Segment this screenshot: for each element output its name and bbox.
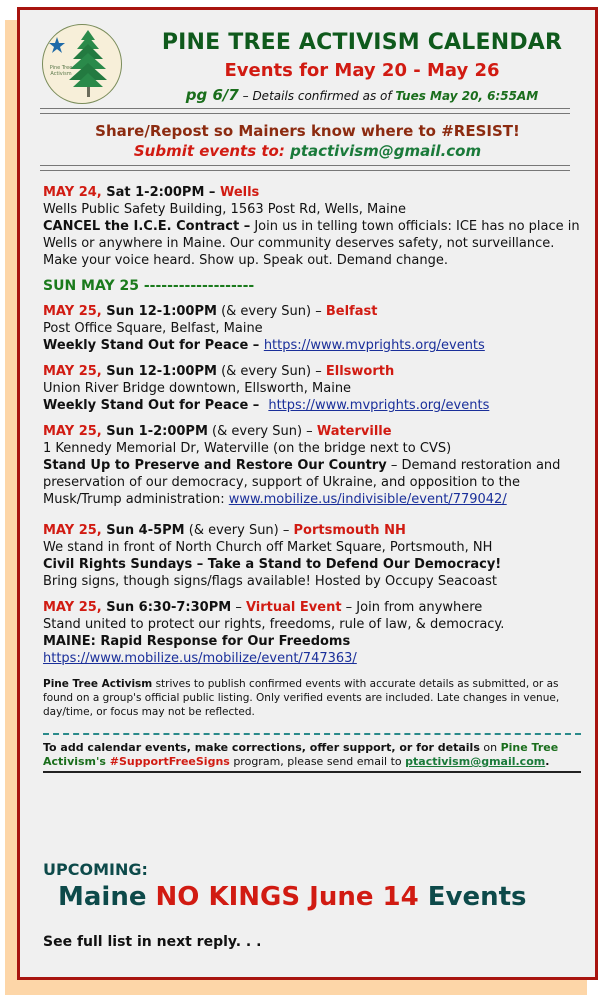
event-title: Weekly Stand Out for Peace – <box>43 398 269 413</box>
event-recurrence: (& every Sun) – <box>216 304 326 319</box>
event-title: Stand Up to Preserve and Restore Our Country <box>43 458 387 473</box>
event-title: CANCEL the I.C.E. Contract – <box>43 219 251 234</box>
contact-org: Pine Tree Activism's <box>43 741 559 768</box>
event-item <box>43 363 588 414</box>
event-address: Stand united to protect our rights, freedoms, rule of law, & democracy. <box>43 617 505 632</box>
event-time: Sun 12-1:00PM <box>101 364 217 379</box>
event-item <box>43 184 588 269</box>
hashtag: #SupportFreeSigns <box>105 755 230 768</box>
event-item <box>43 522 588 590</box>
event-town: Waterville <box>316 424 392 439</box>
calendar-card <box>17 7 598 980</box>
no-kings-headline <box>58 882 527 912</box>
headline-part-1: Maine <box>58 882 156 912</box>
event-item <box>43 423 588 508</box>
event-town: Belfast <box>325 304 378 319</box>
contact-info <box>43 741 588 769</box>
double-rule-bottom <box>40 165 570 171</box>
event-description: Join us in telling town officials: ICE has no place in Wells or anywhere in Maine. Our community deserves safety, not surveillance. Make your voice heard. Show up. Speak out. Demand change. <box>43 219 580 268</box>
event-address: 1 Kennedy Memorial Dr, Waterville (on the bridge next to CVS) <box>43 441 452 456</box>
double-rule-top <box>40 108 570 114</box>
event-recurrence: (& every Sun) – <box>184 523 294 538</box>
disclaimer-text: strives to publish confirmed events with accurate details as submitted, or as found on a group's official public listing. Only verified events are included. Late changes in venue, day/time, or focus may not be reflected. <box>43 678 560 718</box>
share-banner: Share/Repost so Mainers know where to #RESIST! <box>95 122 520 140</box>
event-link[interactable]: https://www.mvprights.org/events <box>268 398 490 413</box>
event-address: We stand in front of North Church off Market Square, Portsmouth, NH <box>43 540 493 555</box>
event-description: Bring signs, though signs/flags available! Hosted by Occupy Seacoast <box>43 574 497 589</box>
event-time: Sat 1-2:00PM – <box>101 185 220 200</box>
event-town: Virtual Event <box>245 600 342 615</box>
see-more-text: See full list in next reply. . . <box>43 934 262 950</box>
headline-part-3: Events <box>418 882 527 912</box>
event-date: MAY 25, <box>43 304 102 319</box>
disclaimer-org: Pine Tree Activism <box>43 678 153 690</box>
submit-label: Submit events to: <box>133 142 291 160</box>
contact-on: on <box>479 741 501 754</box>
event-time: Sun 12-1:00PM <box>101 304 217 319</box>
contact-lead: To add calendar events, make corrections, offer support, or for details <box>43 741 480 754</box>
upcoming-label: UPCOMING: <box>43 860 148 879</box>
event-link[interactable]: https://www.mvprights.org/events <box>263 338 485 353</box>
contact-rest: program, please send email to <box>229 755 406 768</box>
pine-tree-icon <box>43 25 121 103</box>
event-address: Wells Public Safety Building, 1563 Post Rd, Wells, Maine <box>43 202 407 217</box>
event-description: – Demand restoration and preservation of our democracy, support of Ukraine, and opposition to the Musk/Trump administration: <box>43 458 561 507</box>
event-recurrence: – <box>231 600 246 615</box>
sunday-section-header: SUN MAY 25 ------------------- <box>43 278 255 294</box>
event-town: Wells <box>219 185 260 200</box>
event-time: Sun 6:30-7:30PM <box>101 600 232 615</box>
event-title: Civil Rights Sundays – Take a Stand to Defend Our Democracy! <box>43 557 502 572</box>
logo <box>42 24 122 104</box>
event-link[interactable]: www.mobilize.us/indivisible/event/779042/ <box>228 492 507 507</box>
event-list <box>43 184 588 773</box>
event-address: Union River Bridge downtown, Ellsworth, Maine <box>43 381 352 396</box>
event-link[interactable]: https://www.mobilize.us/mobilize/event/747363/ <box>43 651 357 666</box>
event-note: – Join from anywhere <box>341 600 483 615</box>
event-date: MAY 25, <box>43 364 102 379</box>
event-recurrence: (& every Sun) – <box>207 424 317 439</box>
event-title: Weekly Stand Out for Peace – <box>43 338 264 353</box>
solid-divider <box>43 771 581 773</box>
event-item <box>43 303 588 354</box>
event-recurrence: (& every Sun) – <box>216 364 326 379</box>
submit-line <box>20 142 595 160</box>
event-town: Ellsworth <box>325 364 395 379</box>
event-address: Post Office Square, Belfast, Maine <box>43 321 263 336</box>
confirmed-date: Tues May 20, 6:55AM <box>395 89 539 103</box>
page-number: pg 6/7 <box>185 86 239 104</box>
headline-part-2: NO KINGS June 14 <box>155 882 419 912</box>
submit-email[interactable]: ptactivism@gmail.com <box>290 142 482 160</box>
dashed-divider <box>43 733 581 735</box>
disclaimer <box>43 677 588 719</box>
date-range-subtitle: Events for May 20 - May 26 <box>224 60 500 81</box>
logo-text: Pine Tree Activism <box>49 65 73 77</box>
header <box>20 10 595 104</box>
event-date: MAY 25, <box>43 424 102 439</box>
event-date: MAY 24, <box>43 185 102 200</box>
contact-email-link[interactable]: ptactivism@gmail.com <box>405 755 546 768</box>
contact-period: . <box>545 755 550 768</box>
event-title: MAINE: Rapid Response for Our Freedoms <box>43 634 351 649</box>
page-title: PINE TREE ACTIVISM CALENDAR <box>161 30 563 55</box>
page-info-line <box>132 86 592 104</box>
event-time: Sun 1-2:00PM <box>101 424 208 439</box>
event-date: MAY 25, <box>43 600 102 615</box>
event-date: MAY 25, <box>43 523 102 538</box>
star-icon <box>49 37 65 53</box>
event-time: Sun 4-5PM <box>101 523 185 538</box>
event-town: Portsmouth NH <box>293 523 406 538</box>
confirmed-prefix: – Details confirmed as of <box>238 89 396 103</box>
event-item <box>43 599 588 667</box>
